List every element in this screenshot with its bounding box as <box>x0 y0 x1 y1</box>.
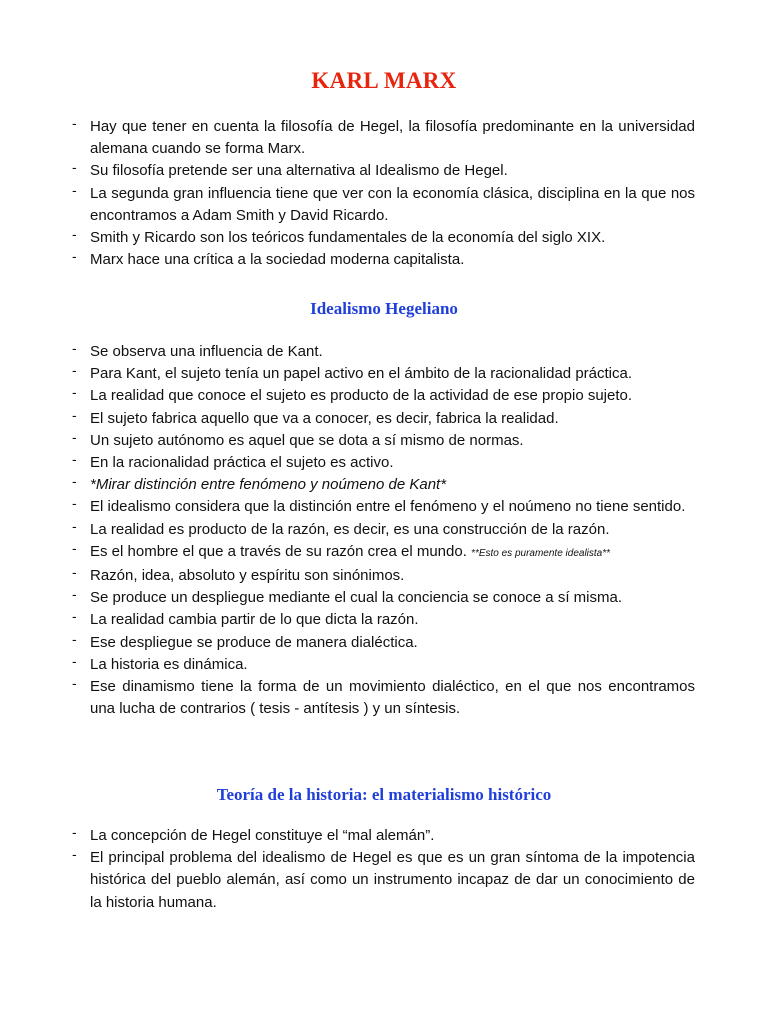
bullet-dash: - <box>72 159 77 176</box>
list-item: - La realidad cambia partir de lo que dicta la razón. <box>72 609 695 631</box>
list-item: - Smith y Ricardo son los teóricos fundamentales de la economía del siglo XIX. <box>72 227 695 249</box>
bullet-dash: - <box>72 586 77 603</box>
list-item: - Ese despliegue se produce de manera dialéctica. <box>72 632 695 654</box>
list-item: - La historia es dinámica. <box>72 654 695 676</box>
list-item: - Ese dinamismo tiene la forma de un movimiento dialéctico, en el que nos encontramos una lucha de contrarios ( tesis - antítesis ) y un síntesis. <box>72 676 695 720</box>
bullet-dash: - <box>72 824 77 840</box>
bullet-dash: - <box>72 539 77 556</box>
side-note: **Esto es puramente idealista** <box>471 547 611 559</box>
section-heading-idealismo: Idealismo Hegeliano <box>310 299 458 318</box>
list-item: - Razón, idea, absoluto y espíritu son sinónimos. <box>72 565 695 587</box>
bullet-dash: - <box>72 406 77 423</box>
list-item: - En la racionalidad práctica el sujeto es activo. <box>72 452 695 474</box>
bullet-dash: - <box>72 675 77 692</box>
list-item: - Marx hace una crítica a la sociedad moderna capitalista. <box>72 249 695 271</box>
list-item: - La segunda gran influencia tiene que ver con la economía clásica, disciplina en la que nos encontramos a Adam Smith y David Ricardo. <box>72 183 695 227</box>
list-item: - La concepción de Hegel constituye el “mal alemán”. <box>72 825 695 847</box>
materialismo-list <box>72 825 695 914</box>
list-item: - La realidad es producto de la razón, es decir, es una construcción de la razón. <box>72 519 695 541</box>
intro-list <box>72 116 695 271</box>
section-heading-materialismo: Teoría de la historia: el materialismo histórico <box>216 785 552 804</box>
bullet-dash: - <box>72 362 77 379</box>
list-item: - *Mirar distinción entre fenómeno y noúmeno de Kant* <box>72 474 695 496</box>
bullet-dash: - <box>72 608 77 625</box>
list-item: - El idealismo considera que la distinción entre el fenómeno y el noúmeno no tiene sentido. <box>72 496 695 518</box>
bullet-dash: - <box>72 248 77 265</box>
list-item: - El sujeto fabrica aquello que va a conocer, es decir, fabrica la realidad. <box>72 408 695 430</box>
list-item: - La realidad que conoce el sujeto es producto de la actividad de ese propio sujeto. <box>72 385 695 407</box>
bullet-dash: - <box>72 630 77 647</box>
bullet-dash: - <box>72 473 77 490</box>
list-item: - Se produce un despliegue mediante el cual la conciencia se conoce a sí misma. <box>72 587 695 609</box>
bullet-dash: - <box>72 226 77 243</box>
list-item: - El principal problema del idealismo de Hegel es que es un gran síntoma de la impotencia histórica del pueblo alemán, así como un instrumento incapaz de dar un conocimiento de la historia humana. <box>72 847 695 914</box>
bullet-dash: - <box>72 340 77 356</box>
list-item: - Hay que tener en cuenta la filosofía de Hegel, la filosofía predominante en la universidad alemana cuando se forma Marx. <box>72 116 695 160</box>
bullet-dash: - <box>72 428 77 445</box>
bullet-dash: - <box>72 181 77 198</box>
bullet-dash: - <box>72 517 77 534</box>
idealismo-list <box>72 341 695 720</box>
bullet-dash: - <box>72 564 77 581</box>
page-title: KARL MARX <box>311 68 457 93</box>
list-item: - Se observa una influencia de Kant. <box>72 341 695 363</box>
bullet-dash: - <box>72 495 77 512</box>
list-item: - Su filosofía pretende ser una alternativa al Idealismo de Hegel. <box>72 160 695 182</box>
bullet-dash: - <box>72 384 77 401</box>
bullet-dash: - <box>72 846 77 863</box>
list-item: - Para Kant, el sujeto tenía un papel activo en el ámbito de la racionalidad práctica. <box>72 363 695 385</box>
bullet-dash: - <box>72 115 77 131</box>
list-item: - Un sujeto autónomo es aquel que se dota a sí mismo de normas. <box>72 430 695 452</box>
bullet-dash: - <box>72 652 77 669</box>
list-item: - Es el hombre el que a través de su razón crea el mundo. **Esto es puramente idealista** <box>72 541 695 565</box>
bullet-dash: - <box>72 451 77 468</box>
